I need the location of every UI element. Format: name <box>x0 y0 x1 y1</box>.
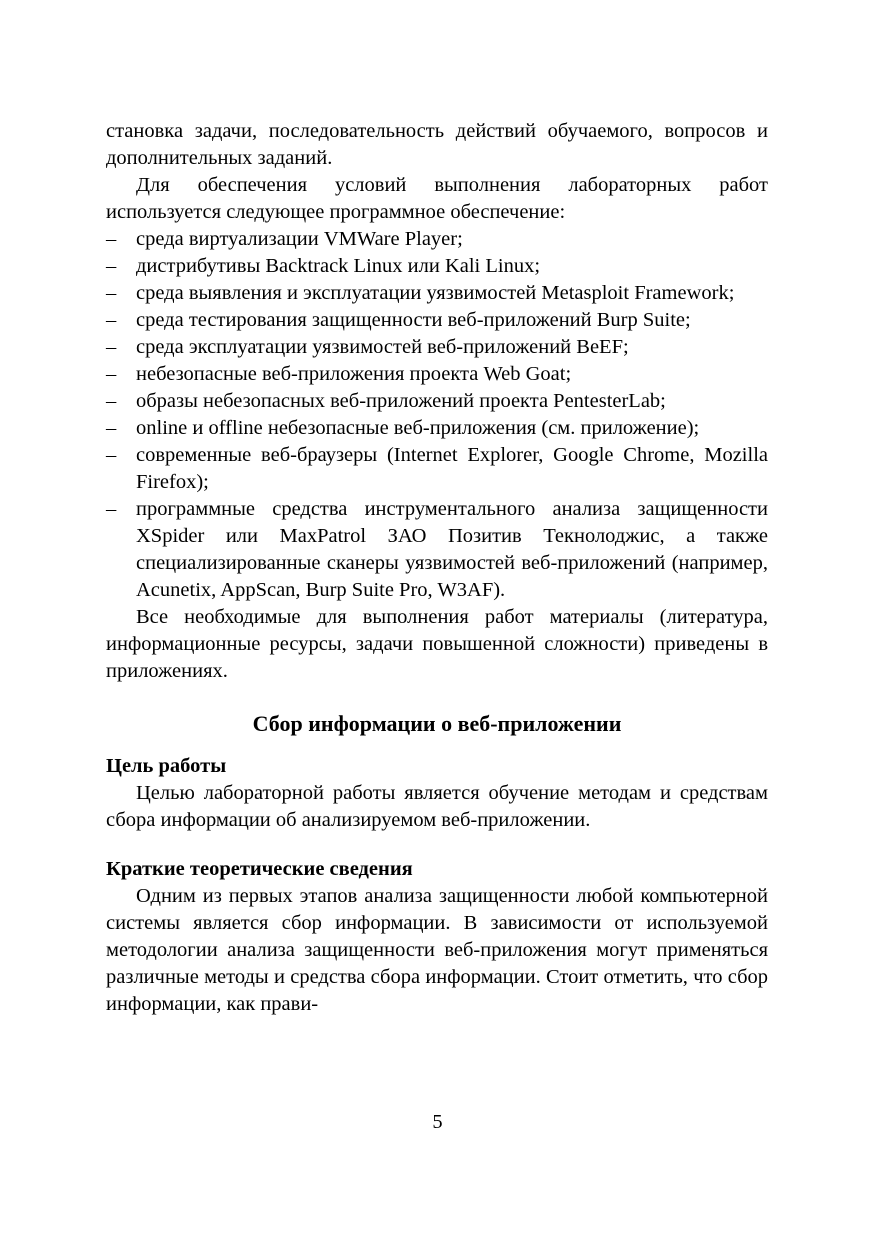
list-dash: – <box>106 417 117 439</box>
list-item-text: online и offline небезопасные веб-приложения (см. приложение); <box>136 417 700 439</box>
continuation-paragraph: становка задачи, последовательность действий обучаемого, вопросов и дополнительных заданий. <box>106 120 768 169</box>
list-dash: – <box>106 363 117 385</box>
list-item-text: среда выявления и эксплуатации уязвимостей Metasploit Framework; <box>136 282 735 304</box>
list-dash: – <box>106 444 117 466</box>
list-item-text: небезопасные веб-приложения проекта Web Goat; <box>136 363 572 385</box>
list-item-text: среда тестирования защищенности веб-приложений Burp Suite; <box>136 309 691 331</box>
page-body <box>106 118 768 1018</box>
list-dash: – <box>106 228 117 250</box>
list-item <box>106 280 768 307</box>
list-dash: – <box>106 282 117 304</box>
list-item <box>106 226 768 253</box>
list-item <box>106 388 768 415</box>
theory-heading: Краткие теоретические сведения <box>106 858 413 880</box>
list-item <box>106 496 768 604</box>
list-item-text: среда виртуализации VMWare Player; <box>136 228 463 250</box>
section-title: Сбор информации о веб-приложении <box>252 711 622 736</box>
theory-section <box>106 856 768 1018</box>
list-item-text: программные средства инструментального анализа защищенности XSpider или MaxPatrol ЗАО Позитив Текнолоджис, а также специализированные сканеры уязвимостей веб-приложений (например, Acunetix, AppScan, Burp Suite Pro, W3AF). <box>136 498 768 601</box>
list-dash: – <box>106 255 117 277</box>
materials-paragraph: Все необходимые для выполнения работ материалы (литература, информационные ресурсы, задачи повышенной сложности) приведены в приложениях. <box>106 606 768 682</box>
software-intro-paragraph: Для обеспечения условий выполнения лабораторных работ используется следующее программное обеспечение: <box>106 174 768 223</box>
list-item <box>106 415 768 442</box>
list-item <box>106 361 768 388</box>
list-dash: – <box>106 390 117 412</box>
software-list <box>106 226 768 604</box>
list-item <box>106 442 768 496</box>
list-item <box>106 307 768 334</box>
list-dash: – <box>106 498 117 520</box>
list-dash: – <box>106 309 117 331</box>
theory-paragraph: Одним из первых этапов анализа защищенности любой компьютерной системы является сбор информации. В зависимости от используемой методологии анализа защищенности веб-приложения могут применяться различные методы и средства сбора информации. Стоит отметить, что сбор информации, как прави- <box>106 885 768 1015</box>
list-dash: – <box>106 336 117 358</box>
goal-paragraph: Целью лабораторной работы является обучение методам и средствам сбора информации об анализируемом веб-приложении. <box>106 782 768 831</box>
list-item-text: среда эксплуатации уязвимостей веб-приложений BeEF; <box>136 336 629 358</box>
page-number: 5 <box>432 1111 443 1133</box>
goal-section <box>106 753 768 834</box>
list-item <box>106 253 768 280</box>
list-item <box>106 334 768 361</box>
list-item-text: образы небезопасных веб-приложений проекта PentesterLab; <box>136 390 666 412</box>
list-item-text: дистрибутивы Backtrack Linux или Kali Linux; <box>136 255 541 277</box>
list-item-text: современные веб-браузеры (Internet Explorer, Google Chrome, Mozilla Firefox); <box>136 444 768 493</box>
goal-heading: Цель работы <box>106 755 227 777</box>
